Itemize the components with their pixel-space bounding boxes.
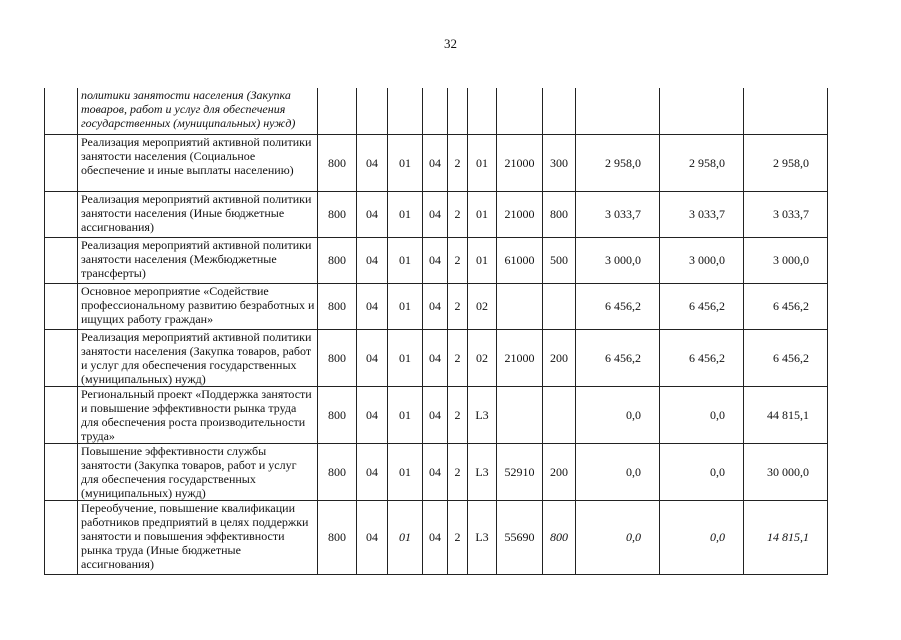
code-c7: 55690 [497,500,543,574]
code-c1: 800 [318,500,357,574]
row-name: Реализация мероприятий активной политики занятости населения (Закупка товаров, работ и услуг для обеспечения государственных (муниципальных) нужд) [78,329,318,386]
amount-v3: 2 958,0 [744,134,828,191]
amount-v1: 6 456,2 [576,283,660,329]
table-row [45,191,828,237]
row-name: Реализация мероприятий активной политики занятости населения (Межбюджетные трансферты) [78,237,318,283]
code-c5: 2 [448,134,468,191]
code-c8: 800 [543,191,576,237]
amount-v1 [576,88,660,134]
code-c4: 04 [423,329,448,386]
table-row [45,386,828,443]
amount-v2: 0,0 [660,500,744,574]
table-row [45,88,828,134]
code-c3: 01 [388,134,423,191]
row-blank-cell [45,283,78,329]
code-c3: 01 [388,329,423,386]
row-name: Основное мероприятие «Содействие профессиональному развитию безработных и ищущих работу граждан» [78,283,318,329]
code-c5: 2 [448,329,468,386]
code-c2 [357,88,388,134]
code-c1: 800 [318,134,357,191]
code-c8: 300 [543,134,576,191]
amount-v2: 2 958,0 [660,134,744,191]
code-c7 [497,88,543,134]
code-c5: 2 [448,283,468,329]
code-c8: 200 [543,329,576,386]
code-c5 [448,88,468,134]
code-c2: 04 [357,386,388,443]
budget-table [44,88,828,575]
row-blank-cell [45,329,78,386]
row-name: политики занятости населения (Закупка товаров, работ и услуг для обеспечения государственных (муниципальных) нужд) [78,88,318,134]
row-blank-cell [45,237,78,283]
amount-v3: 6 456,2 [744,283,828,329]
code-c7: 21000 [497,191,543,237]
code-c7: 52910 [497,443,543,500]
code-c5: 2 [448,500,468,574]
code-c7 [497,386,543,443]
code-c8 [543,386,576,443]
code-c8: 200 [543,443,576,500]
amount-v1: 2 958,0 [576,134,660,191]
code-c3: 01 [388,386,423,443]
code-c3: 01 [388,500,423,574]
code-c6: 02 [468,283,497,329]
amount-v2: 6 456,2 [660,329,744,386]
code-c2: 04 [357,134,388,191]
code-c2: 04 [357,443,388,500]
code-c2: 04 [357,191,388,237]
amount-v2: 0,0 [660,443,744,500]
code-c8: 500 [543,237,576,283]
code-c5: 2 [448,237,468,283]
code-c2: 04 [357,237,388,283]
code-c2: 04 [357,283,388,329]
code-c7 [497,283,543,329]
code-c7: 61000 [497,237,543,283]
amount-v3: 3 033,7 [744,191,828,237]
code-c1: 800 [318,283,357,329]
row-blank-cell [45,386,78,443]
code-c4: 04 [423,386,448,443]
amount-v1: 6 456,2 [576,329,660,386]
code-c7: 21000 [497,329,543,386]
code-c6 [468,88,497,134]
amount-v3: 30 000,0 [744,443,828,500]
page-number: 32 [444,36,457,51]
table-row [45,283,828,329]
code-c8: 800 [543,500,576,574]
code-c4: 04 [423,134,448,191]
amount-v3: 6 456,2 [744,329,828,386]
code-c6: L3 [468,443,497,500]
table-row [45,500,828,574]
code-c6: 02 [468,329,497,386]
amount-v1: 0,0 [576,500,660,574]
code-c3: 01 [388,191,423,237]
code-c6: 01 [468,134,497,191]
amount-v3 [744,88,828,134]
amount-v3: 14 815,1 [744,500,828,574]
code-c8 [543,88,576,134]
code-c2: 04 [357,500,388,574]
table-row [45,329,828,386]
amount-v3: 3 000,0 [744,237,828,283]
row-name: Переобучение, повышение квалификации работников предприятий в целях поддержки занятости и повышения эффективности рынка труда (Иные бюджетные ассигнования) [78,500,318,574]
code-c4: 04 [423,237,448,283]
table-row [45,237,828,283]
code-c3: 01 [388,443,423,500]
code-c4: 04 [423,283,448,329]
code-c5: 2 [448,386,468,443]
code-c1: 800 [318,329,357,386]
code-c3: 01 [388,237,423,283]
code-c7: 21000 [497,134,543,191]
code-c3 [388,88,423,134]
code-c6: L3 [468,500,497,574]
amount-v2: 3 033,7 [660,191,744,237]
code-c1: 800 [318,386,357,443]
code-c4: 04 [423,500,448,574]
code-c6: 01 [468,191,497,237]
code-c2: 04 [357,329,388,386]
code-c1: 800 [318,191,357,237]
code-c6: 01 [468,237,497,283]
row-name: Повышение эффективности службы занятости (Закупка товаров, работ и услуг для обеспечения государственных (муниципальных) нужд) [78,443,318,500]
amount-v3: 44 815,1 [744,386,828,443]
row-blank-cell [45,443,78,500]
amount-v2: 6 456,2 [660,283,744,329]
amount-v2 [660,88,744,134]
row-blank-cell [45,191,78,237]
code-c4: 04 [423,191,448,237]
row-blank-cell [45,88,78,134]
code-c5: 2 [448,191,468,237]
row-name: Реализация мероприятий активной политики занятости населения (Социальное обеспечение и иные выплаты населению) [78,134,318,191]
code-c8 [543,283,576,329]
code-c4: 04 [423,443,448,500]
amount-v2: 0,0 [660,386,744,443]
code-c1: 800 [318,237,357,283]
row-name: Региональный проект «Поддержка занятости и повышение эффективности рынка труда для обеспечения роста производительности труда» [78,386,318,443]
code-c6: L3 [468,386,497,443]
row-name: Реализация мероприятий активной политики занятости населения (Иные бюджетные ассигнования) [78,191,318,237]
amount-v1: 0,0 [576,443,660,500]
code-c4 [423,88,448,134]
row-blank-cell [45,134,78,191]
code-c5: 2 [448,443,468,500]
code-c1: 800 [318,443,357,500]
row-blank-cell [45,500,78,574]
amount-v1: 0,0 [576,386,660,443]
table-row [45,134,828,191]
amount-v1: 3 000,0 [576,237,660,283]
table-row [45,443,828,500]
amount-v1: 3 033,7 [576,191,660,237]
code-c3: 01 [388,283,423,329]
code-c1 [318,88,357,134]
amount-v2: 3 000,0 [660,237,744,283]
